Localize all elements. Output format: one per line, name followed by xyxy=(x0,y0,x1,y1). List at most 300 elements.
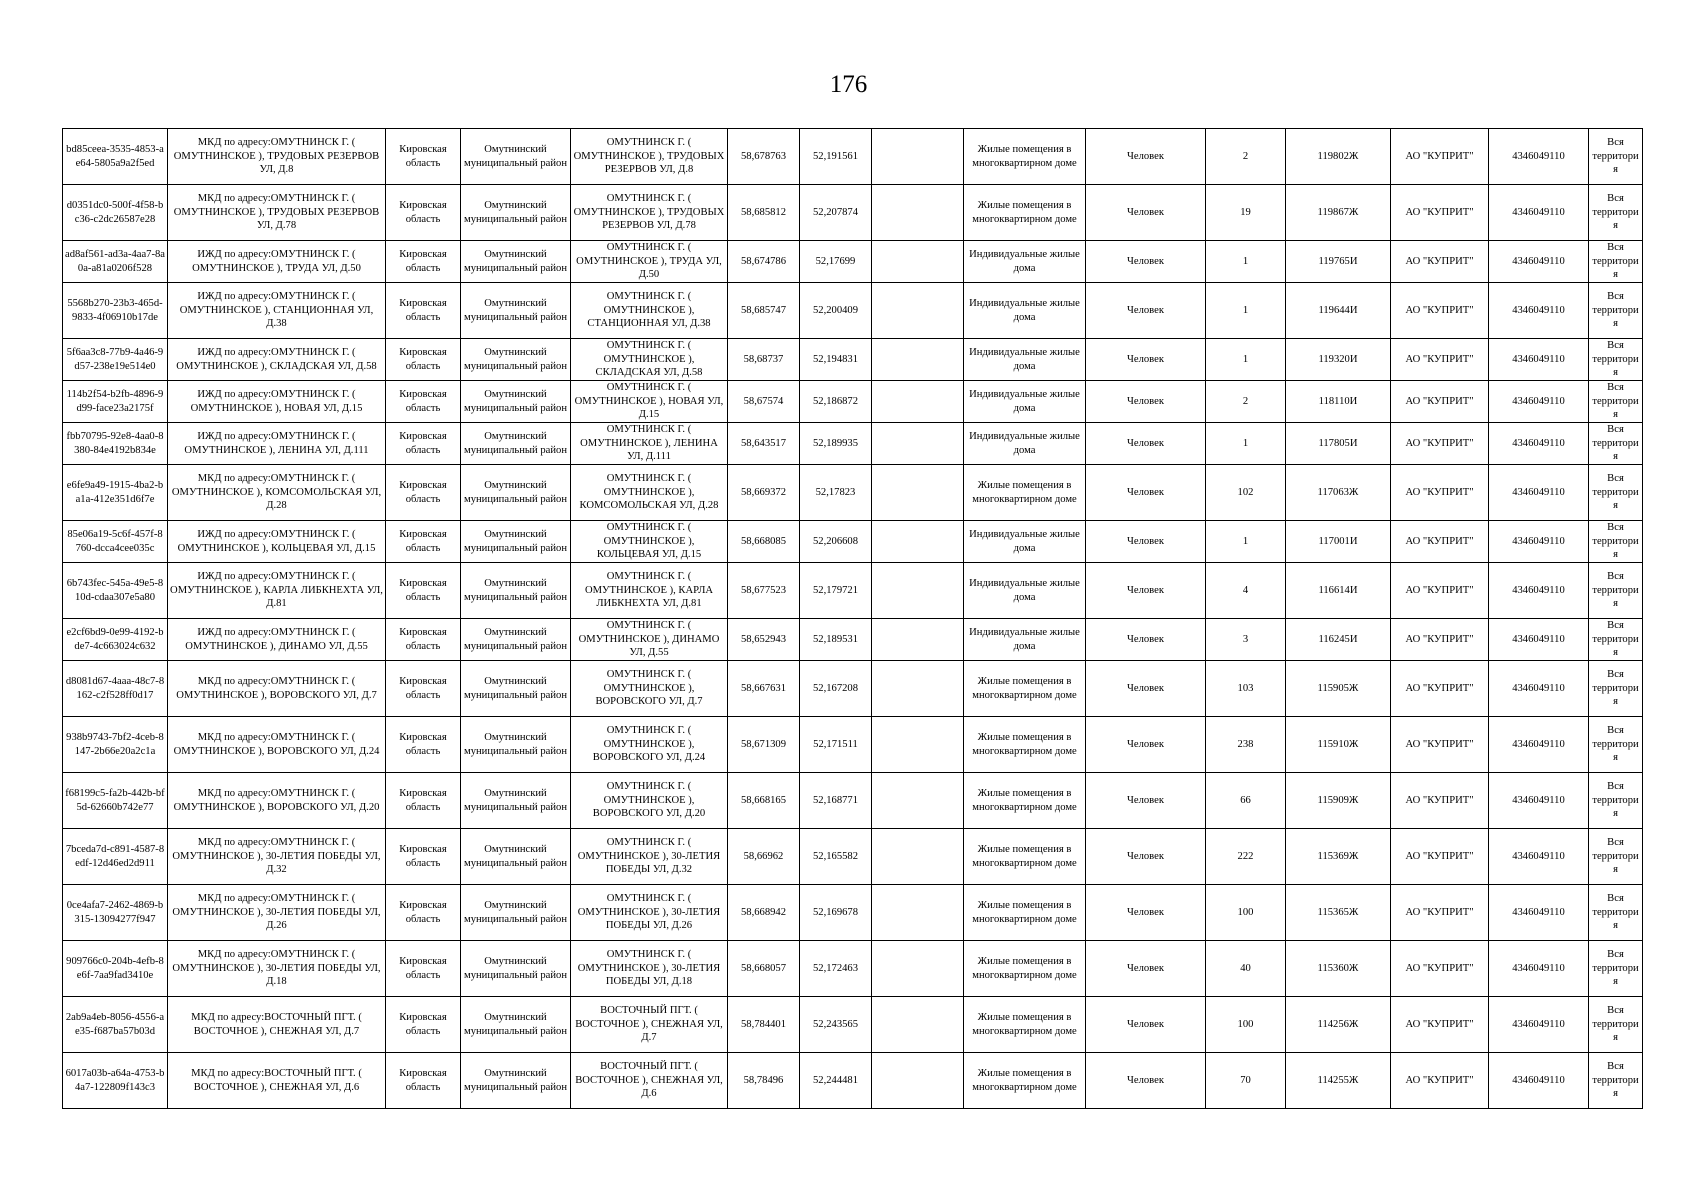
cell-district: Омутнинский муниципальный район xyxy=(461,465,571,521)
cell-object-id: 0ce4afa7-2462-4869-b315-13094277f947 xyxy=(63,885,168,941)
cell-object-type: Индивидуальные жилые дома xyxy=(964,339,1086,381)
cell-empty xyxy=(872,423,964,465)
cell-count: 100 xyxy=(1206,997,1286,1053)
cell-region: Кировская область xyxy=(386,619,461,661)
cell-organization: АО "КУПРИТ" xyxy=(1391,661,1489,717)
cell-latitude: 58,784401 xyxy=(728,997,800,1053)
cell-territory: Вся территория xyxy=(1589,997,1643,1053)
cell-object-type: Жилые помещения в многоквартирном доме xyxy=(964,717,1086,773)
cell-object-type: Жилые помещения в многоквартирном доме xyxy=(964,129,1086,185)
cell-unit: Человек xyxy=(1086,129,1206,185)
cell-district: Омутнинский муниципальный район xyxy=(461,185,571,241)
cell-inn: 4346049110 xyxy=(1489,941,1589,997)
cell-longitude: 52,189935 xyxy=(800,423,872,465)
cell-object-name: МКД по адресу:ОМУТНИНСК Г. ( ОМУТНИНСКОЕ ), ВОРОВСКОГО УЛ, Д.20 xyxy=(168,773,386,829)
cell-longitude: 52,194831 xyxy=(800,339,872,381)
cell-inn: 4346049110 xyxy=(1489,521,1589,563)
cell-address: ОМУТНИНСК Г. ( ОМУТНИНСКОЕ ), ВОРОВСКОГО УЛ, Д.24 xyxy=(571,717,728,773)
table-row xyxy=(63,941,1643,997)
cell-longitude: 52,168771 xyxy=(800,773,872,829)
cell-inn: 4346049110 xyxy=(1489,339,1589,381)
cell-object-id: 938b9743-7bf2-4ceb-8147-2b66e20a2c1a xyxy=(63,717,168,773)
cell-latitude: 58,67574 xyxy=(728,381,800,423)
cell-region: Кировская область xyxy=(386,829,461,885)
cell-object-name: МКД по адресу:ОМУТНИНСК Г. ( ОМУТНИНСКОЕ ), 30-ЛЕТИЯ ПОБЕДЫ УЛ, Д.18 xyxy=(168,941,386,997)
cell-district: Омутнинский муниципальный район xyxy=(461,1053,571,1109)
cell-count: 1 xyxy=(1206,423,1286,465)
cell-longitude: 52,179721 xyxy=(800,563,872,619)
cell-object-id: 85e06a19-5c6f-457f-8760-dcca4cee035c xyxy=(63,521,168,563)
cell-territory: Вся территория xyxy=(1589,283,1643,339)
cell-account-number: 115365Ж xyxy=(1286,885,1391,941)
cell-object-id: d0351dc0-500f-4f58-bc36-c2dc26587e28 xyxy=(63,185,168,241)
cell-region: Кировская область xyxy=(386,241,461,283)
cell-organization: АО "КУПРИТ" xyxy=(1391,185,1489,241)
cell-district: Омутнинский муниципальный район xyxy=(461,339,571,381)
cell-territory: Вся территория xyxy=(1589,619,1643,661)
cell-region: Кировская область xyxy=(386,185,461,241)
cell-empty xyxy=(872,941,964,997)
cell-object-type: Жилые помещения в многоквартирном доме xyxy=(964,465,1086,521)
cell-organization: АО "КУПРИТ" xyxy=(1391,129,1489,185)
cell-object-type: Индивидуальные жилые дома xyxy=(964,619,1086,661)
cell-region: Кировская область xyxy=(386,465,461,521)
cell-address: ОМУТНИНСК Г. ( ОМУТНИНСКОЕ ), КОЛЬЦЕВАЯ УЛ, Д.15 xyxy=(571,521,728,563)
cell-organization: АО "КУПРИТ" xyxy=(1391,241,1489,283)
cell-unit: Человек xyxy=(1086,185,1206,241)
cell-latitude: 58,674786 xyxy=(728,241,800,283)
cell-organization: АО "КУПРИТ" xyxy=(1391,283,1489,339)
cell-district: Омутнинский муниципальный район xyxy=(461,661,571,717)
cell-territory: Вся территория xyxy=(1589,521,1643,563)
cell-unit: Человек xyxy=(1086,465,1206,521)
cell-count: 66 xyxy=(1206,773,1286,829)
table-row xyxy=(63,423,1643,465)
cell-district: Омутнинский муниципальный район xyxy=(461,381,571,423)
cell-account-number: 115909Ж xyxy=(1286,773,1391,829)
cell-object-id: fbb70795-92e8-4aa0-8380-84e4192b834e xyxy=(63,423,168,465)
cell-address: ВОСТОЧНЫЙ ПГТ. ( ВОСТОЧНОЕ ), СНЕЖНАЯ УЛ, Д.6 xyxy=(571,1053,728,1109)
cell-account-number: 119802Ж xyxy=(1286,129,1391,185)
cell-empty xyxy=(872,619,964,661)
table-row xyxy=(63,773,1643,829)
cell-object-type: Индивидуальные жилые дома xyxy=(964,423,1086,465)
cell-account-number: 114256Ж xyxy=(1286,997,1391,1053)
cell-district: Омутнинский муниципальный район xyxy=(461,283,571,339)
cell-region: Кировская область xyxy=(386,283,461,339)
cell-object-name: ИЖД по адресу:ОМУТНИНСК Г. ( ОМУТНИНСКОЕ ), КОЛЬЦЕВАЯ УЛ, Д.15 xyxy=(168,521,386,563)
cell-district: Омутнинский муниципальный район xyxy=(461,563,571,619)
cell-latitude: 58,685812 xyxy=(728,185,800,241)
table-row xyxy=(63,717,1643,773)
cell-district: Омутнинский муниципальный район xyxy=(461,619,571,661)
cell-territory: Вся территория xyxy=(1589,241,1643,283)
cell-latitude: 58,668057 xyxy=(728,941,800,997)
cell-account-number: 117063Ж xyxy=(1286,465,1391,521)
cell-territory: Вся территория xyxy=(1589,465,1643,521)
cell-unit: Человек xyxy=(1086,563,1206,619)
cell-object-type: Жилые помещения в многоквартирном доме xyxy=(964,1053,1086,1109)
cell-address: ОМУТНИНСК Г. ( ОМУТНИНСКОЕ ), КОМСОМОЛЬСКАЯ УЛ, Д.28 xyxy=(571,465,728,521)
cell-latitude: 58,68737 xyxy=(728,339,800,381)
cell-account-number: 114255Ж xyxy=(1286,1053,1391,1109)
cell-count: 1 xyxy=(1206,339,1286,381)
cell-empty xyxy=(872,885,964,941)
cell-organization: АО "КУПРИТ" xyxy=(1391,521,1489,563)
cell-address: ОМУТНИНСК Г. ( ОМУТНИНСКОЕ ), НОВАЯ УЛ, Д.15 xyxy=(571,381,728,423)
cell-longitude: 52,17699 xyxy=(800,241,872,283)
cell-address: ВОСТОЧНЫЙ ПГТ. ( ВОСТОЧНОЕ ), СНЕЖНАЯ УЛ, Д.7 xyxy=(571,997,728,1053)
table-row xyxy=(63,563,1643,619)
table-row xyxy=(63,129,1643,185)
cell-address: ОМУТНИНСК Г. ( ОМУТНИНСКОЕ ), 30-ЛЕТИЯ ПОБЕДЫ УЛ, Д.18 xyxy=(571,941,728,997)
cell-organization: АО "КУПРИТ" xyxy=(1391,773,1489,829)
cell-count: 3 xyxy=(1206,619,1286,661)
cell-region: Кировская область xyxy=(386,773,461,829)
cell-empty xyxy=(872,829,964,885)
cell-latitude: 58,678763 xyxy=(728,129,800,185)
cell-account-number: 115910Ж xyxy=(1286,717,1391,773)
cell-district: Омутнинский муниципальный район xyxy=(461,717,571,773)
cell-longitude: 52,169678 xyxy=(800,885,872,941)
cell-address: ОМУТНИНСК Г. ( ОМУТНИНСКОЕ ), СТАНЦИОННАЯ УЛ, Д.38 xyxy=(571,283,728,339)
cell-longitude: 52,243565 xyxy=(800,997,872,1053)
cell-object-name: МКД по адресу:ОМУТНИНСК Г. ( ОМУТНИНСКОЕ ), ТРУДОВЫХ РЕЗЕРВОВ УЛ, Д.8 xyxy=(168,129,386,185)
cell-unit: Человек xyxy=(1086,1053,1206,1109)
table-row xyxy=(63,619,1643,661)
cell-latitude: 58,668085 xyxy=(728,521,800,563)
cell-object-name: ИЖД по адресу:ОМУТНИНСК Г. ( ОМУТНИНСКОЕ ), СКЛАДСКАЯ УЛ, Д.58 xyxy=(168,339,386,381)
cell-count: 238 xyxy=(1206,717,1286,773)
cell-inn: 4346049110 xyxy=(1489,619,1589,661)
cell-object-id: 2ab9a4eb-8056-4556-ae35-f687ba57b03d xyxy=(63,997,168,1053)
cell-longitude: 52,206608 xyxy=(800,521,872,563)
cell-longitude: 52,172463 xyxy=(800,941,872,997)
cell-longitude: 52,200409 xyxy=(800,283,872,339)
cell-territory: Вся территория xyxy=(1589,381,1643,423)
cell-organization: АО "КУПРИТ" xyxy=(1391,381,1489,423)
cell-region: Кировская область xyxy=(386,339,461,381)
cell-address: ОМУТНИНСК Г. ( ОМУТНИНСКОЕ ), СКЛАДСКАЯ УЛ, Д.58 xyxy=(571,339,728,381)
cell-district: Омутнинский муниципальный район xyxy=(461,773,571,829)
cell-territory: Вся территория xyxy=(1589,717,1643,773)
cell-latitude: 58,652943 xyxy=(728,619,800,661)
cell-object-type: Жилые помещения в многоквартирном доме xyxy=(964,773,1086,829)
cell-empty xyxy=(872,283,964,339)
cell-district: Омутнинский муниципальный район xyxy=(461,997,571,1053)
cell-address: ОМУТНИНСК Г. ( ОМУТНИНСКОЕ ), ВОРОВСКОГО УЛ, Д.7 xyxy=(571,661,728,717)
cell-object-id: d8081d67-4aaa-48c7-8162-c2f528ff0d17 xyxy=(63,661,168,717)
cell-territory: Вся территория xyxy=(1589,829,1643,885)
cell-address: ОМУТНИНСК Г. ( ОМУТНИНСКОЕ ), КАРЛА ЛИБКНЕХТА УЛ, Д.81 xyxy=(571,563,728,619)
cell-longitude: 52,244481 xyxy=(800,1053,872,1109)
cell-unit: Человек xyxy=(1086,521,1206,563)
cell-empty xyxy=(872,717,964,773)
cell-region: Кировская область xyxy=(386,885,461,941)
cell-empty xyxy=(872,129,964,185)
cell-address: ОМУТНИНСК Г. ( ОМУТНИНСКОЕ ), ВОРОВСКОГО УЛ, Д.20 xyxy=(571,773,728,829)
cell-empty xyxy=(872,1053,964,1109)
table-row xyxy=(63,283,1643,339)
cell-unit: Человек xyxy=(1086,241,1206,283)
cell-organization: АО "КУПРИТ" xyxy=(1391,885,1489,941)
cell-region: Кировская область xyxy=(386,1053,461,1109)
cell-count: 102 xyxy=(1206,465,1286,521)
cell-district: Омутнинский муниципальный район xyxy=(461,423,571,465)
cell-count: 1 xyxy=(1206,241,1286,283)
cell-object-name: ИЖД по адресу:ОМУТНИНСК Г. ( ОМУТНИНСКОЕ ), СТАНЦИОННАЯ УЛ, Д.38 xyxy=(168,283,386,339)
cell-object-name: ИЖД по адресу:ОМУТНИНСК Г. ( ОМУТНИНСКОЕ ), ДИНАМО УЛ, Д.55 xyxy=(168,619,386,661)
cell-empty xyxy=(872,241,964,283)
cell-account-number: 119644И xyxy=(1286,283,1391,339)
cell-object-type: Индивидуальные жилые дома xyxy=(964,521,1086,563)
cell-unit: Человек xyxy=(1086,885,1206,941)
cell-territory: Вся территория xyxy=(1589,1053,1643,1109)
cell-latitude: 58,643517 xyxy=(728,423,800,465)
cell-district: Омутнинский муниципальный район xyxy=(461,829,571,885)
cell-object-id: bd85ceea-3535-4853-ae64-5805a9a2f5ed xyxy=(63,129,168,185)
cell-object-type: Жилые помещения в многоквартирном доме xyxy=(964,185,1086,241)
cell-organization: АО "КУПРИТ" xyxy=(1391,829,1489,885)
cell-inn: 4346049110 xyxy=(1489,1053,1589,1109)
cell-address: ОМУТНИНСК Г. ( ОМУТНИНСКОЕ ), 30-ЛЕТИЯ ПОБЕДЫ УЛ, Д.32 xyxy=(571,829,728,885)
cell-empty xyxy=(872,563,964,619)
cell-inn: 4346049110 xyxy=(1489,829,1589,885)
cell-organization: АО "КУПРИТ" xyxy=(1391,465,1489,521)
cell-object-type: Жилые помещения в многоквартирном доме xyxy=(964,997,1086,1053)
cell-unit: Человек xyxy=(1086,339,1206,381)
cell-object-id: 6b743fec-545a-49e5-810d-cdaa307e5a80 xyxy=(63,563,168,619)
cell-object-name: МКД по адресу:ОМУТНИНСК Г. ( ОМУТНИНСКОЕ ), 30-ЛЕТИЯ ПОБЕДЫ УЛ, Д.26 xyxy=(168,885,386,941)
cell-account-number: 115360Ж xyxy=(1286,941,1391,997)
cell-object-id: 5f6aa3c8-77b9-4a46-9d57-238e19e514e0 xyxy=(63,339,168,381)
cell-unit: Человек xyxy=(1086,423,1206,465)
cell-object-id: e2cf6bd9-0e99-4192-bde7-4c663024c632 xyxy=(63,619,168,661)
cell-object-type: Индивидуальные жилые дома xyxy=(964,381,1086,423)
cell-object-name: МКД по адресу:ОМУТНИНСК Г. ( ОМУТНИНСКОЕ ), ТРУДОВЫХ РЕЗЕРВОВ УЛ, Д.78 xyxy=(168,185,386,241)
cell-inn: 4346049110 xyxy=(1489,661,1589,717)
cell-empty xyxy=(872,465,964,521)
cell-longitude: 52,171511 xyxy=(800,717,872,773)
cell-account-number: 117805И xyxy=(1286,423,1391,465)
cell-count: 222 xyxy=(1206,829,1286,885)
cell-inn: 4346049110 xyxy=(1489,465,1589,521)
cell-count: 1 xyxy=(1206,521,1286,563)
cell-empty xyxy=(872,661,964,717)
cell-address: ОМУТНИНСК Г. ( ОМУТНИНСКОЕ ), 30-ЛЕТИЯ ПОБЕДЫ УЛ, Д.26 xyxy=(571,885,728,941)
cell-address: ОМУТНИНСК Г. ( ОМУТНИНСКОЕ ), ТРУДА УЛ, Д.50 xyxy=(571,241,728,283)
cell-region: Кировская область xyxy=(386,423,461,465)
table-row xyxy=(63,241,1643,283)
cell-object-id: 5568b270-23b3-465d-9833-4f06910b17de xyxy=(63,283,168,339)
cell-region: Кировская область xyxy=(386,717,461,773)
cell-address: ОМУТНИНСК Г. ( ОМУТНИНСКОЕ ), ЛЕНИНА УЛ, Д.111 xyxy=(571,423,728,465)
cell-object-id: 909766c0-204b-4efb-8e6f-7aa9fad3410e xyxy=(63,941,168,997)
cell-unit: Человек xyxy=(1086,619,1206,661)
cell-count: 40 xyxy=(1206,941,1286,997)
cell-latitude: 58,667631 xyxy=(728,661,800,717)
cell-longitude: 52,186872 xyxy=(800,381,872,423)
cell-empty xyxy=(872,185,964,241)
cell-object-name: МКД по адресу:ОМУТНИНСК Г. ( ОМУТНИНСКОЕ ), ВОРОВСКОГО УЛ, Д.24 xyxy=(168,717,386,773)
cell-organization: АО "КУПРИТ" xyxy=(1391,423,1489,465)
cell-object-type: Индивидуальные жилые дома xyxy=(964,283,1086,339)
cell-count: 1 xyxy=(1206,283,1286,339)
table-row xyxy=(63,997,1643,1053)
cell-district: Омутнинский муниципальный район xyxy=(461,241,571,283)
cell-object-id: 114b2f54-b2fb-4896-9d99-face23a2175f xyxy=(63,381,168,423)
cell-count: 2 xyxy=(1206,129,1286,185)
cell-inn: 4346049110 xyxy=(1489,563,1589,619)
cell-inn: 4346049110 xyxy=(1489,717,1589,773)
cell-object-id: e6fe9a49-1915-4ba2-ba1a-412e351d6f7e xyxy=(63,465,168,521)
table-row xyxy=(63,339,1643,381)
cell-territory: Вся территория xyxy=(1589,661,1643,717)
cell-latitude: 58,677523 xyxy=(728,563,800,619)
cell-empty xyxy=(872,997,964,1053)
cell-object-type: Жилые помещения в многоквартирном доме xyxy=(964,885,1086,941)
cell-organization: АО "КУПРИТ" xyxy=(1391,339,1489,381)
cell-inn: 4346049110 xyxy=(1489,773,1589,829)
cell-object-id: 6017a03b-a64a-4753-b4a7-122809f143c3 xyxy=(63,1053,168,1109)
cell-object-name: МКД по адресу:ОМУТНИНСК Г. ( ОМУТНИНСКОЕ ), ВОРОВСКОГО УЛ, Д.7 xyxy=(168,661,386,717)
table-row xyxy=(63,1053,1643,1109)
cell-object-id: ad8af561-ad3a-4aa7-8a0a-a81a0206f528 xyxy=(63,241,168,283)
cell-longitude: 52,191561 xyxy=(800,129,872,185)
cell-longitude: 52,207874 xyxy=(800,185,872,241)
cell-latitude: 58,685747 xyxy=(728,283,800,339)
cell-district: Омутнинский муниципальный район xyxy=(461,885,571,941)
cell-unit: Человек xyxy=(1086,661,1206,717)
cell-territory: Вся территория xyxy=(1589,339,1643,381)
cell-count: 2 xyxy=(1206,381,1286,423)
page-number: 176 xyxy=(829,71,868,98)
cell-longitude: 52,189531 xyxy=(800,619,872,661)
cell-count: 103 xyxy=(1206,661,1286,717)
cell-territory: Вся территория xyxy=(1589,885,1643,941)
cell-latitude: 58,66962 xyxy=(728,829,800,885)
cell-account-number: 119867Ж xyxy=(1286,185,1391,241)
cell-latitude: 58,669372 xyxy=(728,465,800,521)
cell-inn: 4346049110 xyxy=(1489,185,1589,241)
cell-region: Кировская область xyxy=(386,661,461,717)
cell-object-name: ИЖД по адресу:ОМУТНИНСК Г. ( ОМУТНИНСКОЕ ), ТРУДА УЛ, Д.50 xyxy=(168,241,386,283)
cell-organization: АО "КУПРИТ" xyxy=(1391,619,1489,661)
cell-object-type: Жилые помещения в многоквартирном доме xyxy=(964,829,1086,885)
cell-object-type: Жилые помещения в многоквартирном доме xyxy=(964,661,1086,717)
cell-organization: АО "КУПРИТ" xyxy=(1391,997,1489,1053)
cell-longitude: 52,167208 xyxy=(800,661,872,717)
cell-address: ОМУТНИНСК Г. ( ОМУТНИНСКОЕ ), ТРУДОВЫХ РЕЗЕРВОВ УЛ, Д.78 xyxy=(571,185,728,241)
cell-territory: Вся территория xyxy=(1589,129,1643,185)
cell-inn: 4346049110 xyxy=(1489,381,1589,423)
cell-territory: Вся территория xyxy=(1589,185,1643,241)
cell-region: Кировская область xyxy=(386,129,461,185)
cell-inn: 4346049110 xyxy=(1489,283,1589,339)
cell-object-id: 7bceda7d-c891-4587-8edf-12d46ed2d911 xyxy=(63,829,168,885)
cell-organization: АО "КУПРИТ" xyxy=(1391,941,1489,997)
cell-count: 100 xyxy=(1206,885,1286,941)
cell-unit: Человек xyxy=(1086,941,1206,997)
cell-unit: Человек xyxy=(1086,283,1206,339)
cell-latitude: 58,668165 xyxy=(728,773,800,829)
cell-object-name: ИЖД по адресу:ОМУТНИНСК Г. ( ОМУТНИНСКОЕ ), КАРЛА ЛИБКНЕХТА УЛ, Д.81 xyxy=(168,563,386,619)
cell-inn: 4346049110 xyxy=(1489,997,1589,1053)
cell-account-number: 116614И xyxy=(1286,563,1391,619)
cell-latitude: 58,668942 xyxy=(728,885,800,941)
cell-territory: Вся территория xyxy=(1589,773,1643,829)
cell-address: ОМУТНИНСК Г. ( ОМУТНИНСКОЕ ), ТРУДОВЫХ РЕЗЕРВОВ УЛ, Д.8 xyxy=(571,129,728,185)
table-row xyxy=(63,885,1643,941)
cell-district: Омутнинский муниципальный район xyxy=(461,129,571,185)
table-row xyxy=(63,185,1643,241)
cell-address: ОМУТНИНСК Г. ( ОМУТНИНСКОЕ ), ДИНАМО УЛ, Д.55 xyxy=(571,619,728,661)
table-row xyxy=(63,381,1643,423)
cell-inn: 4346049110 xyxy=(1489,423,1589,465)
cell-organization: АО "КУПРИТ" xyxy=(1391,563,1489,619)
cell-latitude: 58,78496 xyxy=(728,1053,800,1109)
cell-object-type: Индивидуальные жилые дома xyxy=(964,563,1086,619)
cell-latitude: 58,671309 xyxy=(728,717,800,773)
cell-region: Кировская область xyxy=(386,381,461,423)
cell-unit: Человек xyxy=(1086,717,1206,773)
cell-object-name: МКД по адресу:ОМУТНИНСК Г. ( ОМУТНИНСКОЕ ), 30-ЛЕТИЯ ПОБЕДЫ УЛ, Д.32 xyxy=(168,829,386,885)
cell-account-number: 118110И xyxy=(1286,381,1391,423)
cell-object-name: МКД по адресу:ОМУТНИНСК Г. ( ОМУТНИНСКОЕ ), КОМСОМОЛЬСКАЯ УЛ, Д.28 xyxy=(168,465,386,521)
cell-organization: АО "КУПРИТ" xyxy=(1391,717,1489,773)
cell-count: 70 xyxy=(1206,1053,1286,1109)
cell-territory: Вся территория xyxy=(1589,563,1643,619)
cell-empty xyxy=(872,381,964,423)
cell-longitude: 52,17823 xyxy=(800,465,872,521)
table-row xyxy=(63,829,1643,885)
cell-account-number: 119320И xyxy=(1286,339,1391,381)
cell-object-type: Жилые помещения в многоквартирном доме xyxy=(964,941,1086,997)
cell-unit: Человек xyxy=(1086,829,1206,885)
cell-object-type: Индивидуальные жилые дома xyxy=(964,241,1086,283)
cell-district: Омутнинский муниципальный район xyxy=(461,521,571,563)
cell-account-number: 117001И xyxy=(1286,521,1391,563)
cell-count: 4 xyxy=(1206,563,1286,619)
cell-account-number: 115369Ж xyxy=(1286,829,1391,885)
cell-account-number: 116245И xyxy=(1286,619,1391,661)
cell-district: Омутнинский муниципальный район xyxy=(461,941,571,997)
cell-region: Кировская область xyxy=(386,941,461,997)
registry-table xyxy=(62,128,1643,1109)
cell-empty xyxy=(872,339,964,381)
cell-empty xyxy=(872,773,964,829)
cell-object-name: ИЖД по адресу:ОМУТНИНСК Г. ( ОМУТНИНСКОЕ ), НОВАЯ УЛ, Д.15 xyxy=(168,381,386,423)
cell-region: Кировская область xyxy=(386,997,461,1053)
table-row xyxy=(63,521,1643,563)
cell-territory: Вся территория xyxy=(1589,941,1643,997)
cell-longitude: 52,165582 xyxy=(800,829,872,885)
cell-account-number: 115905Ж xyxy=(1286,661,1391,717)
cell-inn: 4346049110 xyxy=(1489,885,1589,941)
table-row xyxy=(63,465,1643,521)
cell-object-name: МКД по адресу:ВОСТОЧНЫЙ ПГТ. ( ВОСТОЧНОЕ ), СНЕЖНАЯ УЛ, Д.7 xyxy=(168,997,386,1053)
cell-empty xyxy=(872,521,964,563)
cell-unit: Человек xyxy=(1086,773,1206,829)
cell-region: Кировская область xyxy=(386,563,461,619)
table-row xyxy=(63,661,1643,717)
cell-unit: Человек xyxy=(1086,997,1206,1053)
cell-object-id: f68199c5-fa2b-442b-bf5d-62660b742e77 xyxy=(63,773,168,829)
cell-inn: 4346049110 xyxy=(1489,129,1589,185)
cell-region: Кировская область xyxy=(386,521,461,563)
cell-territory: Вся территория xyxy=(1589,423,1643,465)
cell-unit: Человек xyxy=(1086,381,1206,423)
